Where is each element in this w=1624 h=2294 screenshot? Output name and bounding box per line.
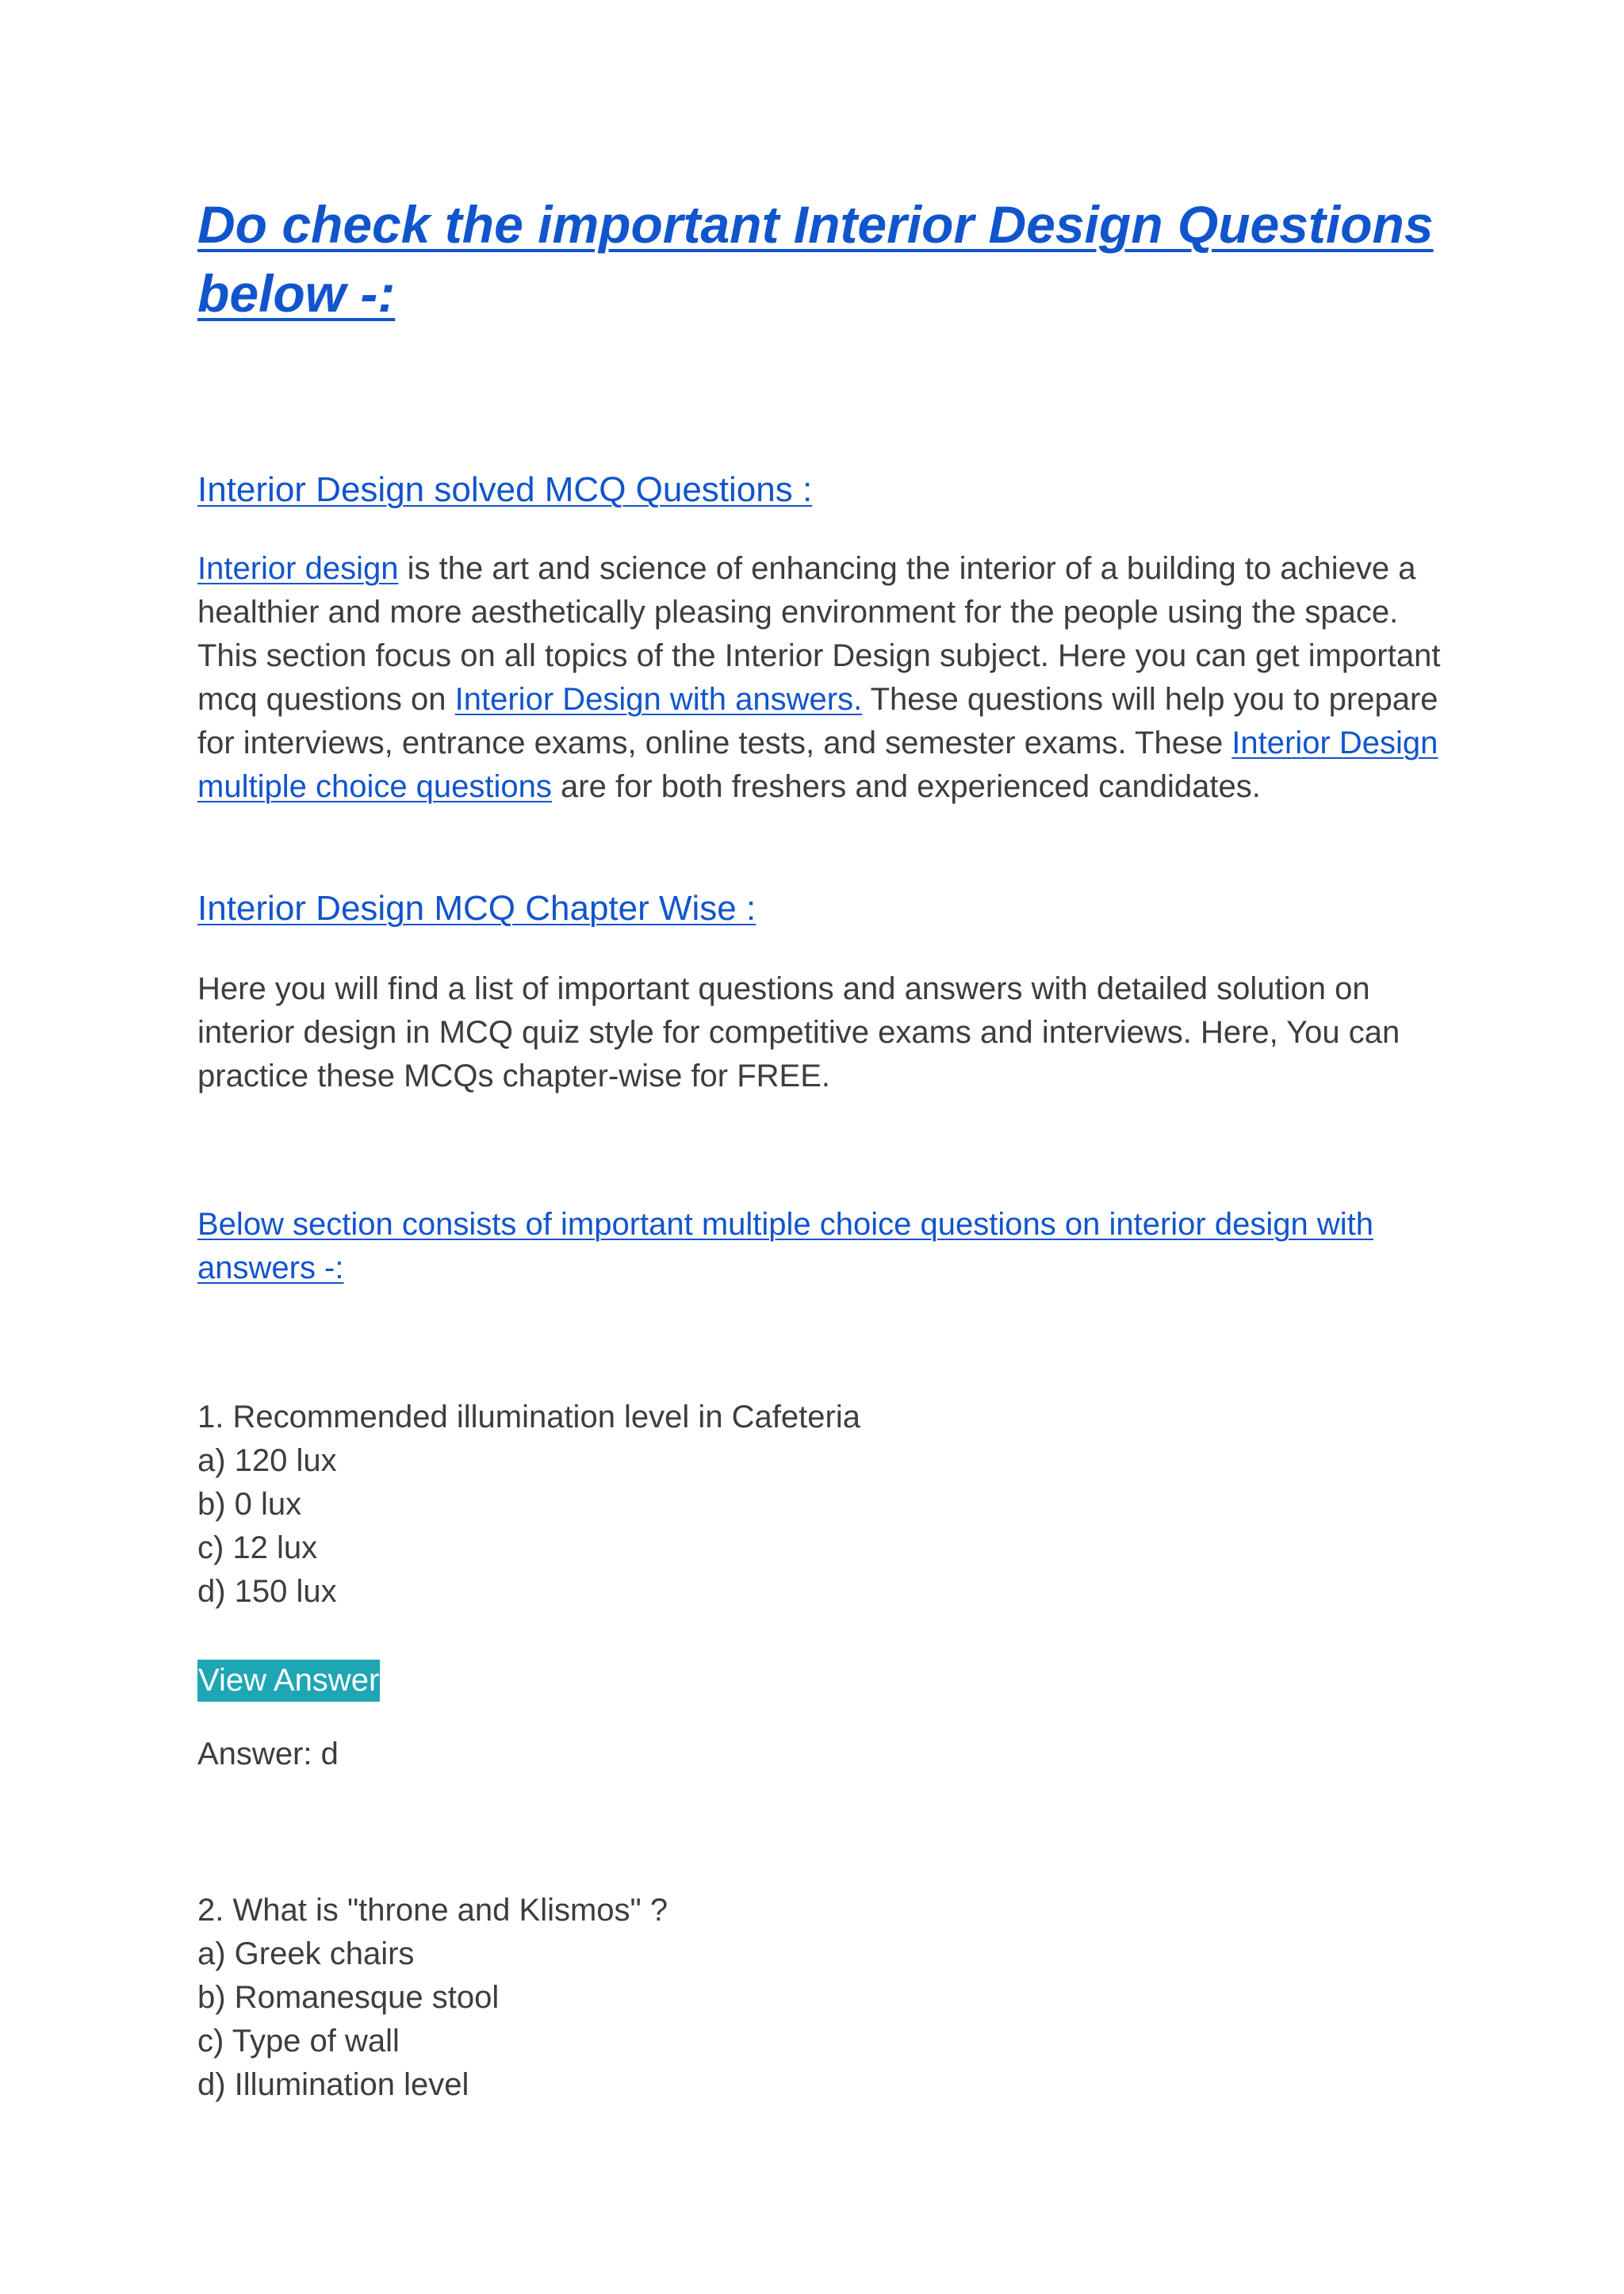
intro-text-3: are for both freshers and experienced candidates. (551, 769, 1261, 804)
intro-heading-link[interactable]: Interior Design solved MCQ Questions : (197, 470, 813, 509)
chapter-heading-link[interactable]: Interior Design MCQ Chapter Wise : (197, 889, 756, 928)
question-1-option-d: d) 150 lux (197, 1574, 337, 1609)
question-2-option-b: b) Romanesque stool (197, 1980, 500, 2015)
question-2-option-a: a) Greek chairs (197, 1936, 415, 1971)
interior-design-link[interactable]: Interior design (197, 551, 399, 586)
question-1 (197, 1396, 860, 1614)
question-2-option-d: d) Illumination level (197, 2067, 469, 2102)
question-1-option-c: c) 12 lux (197, 1530, 318, 1565)
question-1-option-a: a) 120 lux (197, 1443, 337, 1478)
intro-heading[interactable] (197, 468, 812, 512)
question-1-option-b: b) 0 lux (197, 1487, 302, 1522)
chapter-heading[interactable] (197, 887, 756, 931)
below-section-link[interactable]: Below section consists of important multiple choice questions on interior design with answers -: (197, 1207, 1373, 1285)
question-1-answer: Answer: d (197, 1737, 339, 1771)
question-2-option-c: c) Type of wall (197, 2024, 400, 2058)
question-1-text: 1. Recommended illumination level in Cafeteria (197, 1400, 860, 1434)
intro-text-2: These questions will help you to prepare for interviews, entrance exams, online tests, and semester exams. These (197, 682, 1438, 760)
page-title[interactable]: Do check the important Interior Design Questions below -: (197, 195, 1434, 323)
view-answer-button[interactable]: View Answer (197, 1660, 380, 1702)
below-section-paragraph (197, 1203, 1450, 1290)
question-2-text: 2. What is "throne and Klismos" ? (197, 1893, 668, 1928)
interior-design-mcq-link[interactable]: Interior Design multiple choice questions (197, 726, 1438, 804)
intro-text-1: is the art and science of enhancing the interior of a building to achieve a healthier and more aesthetically pleasing environment for the people using the space. This section focus on all topics of the Interior Design subject. Here you can get important mcq questions on (197, 551, 1441, 717)
interior-design-answers-link[interactable]: Interior Design with answers. (454, 682, 863, 717)
chapter-paragraph: Here you will find a list of important questions and answers with detailed solution on interior design in MCQ quiz style for competitive exams and interviews. Here, You can practice these MCQs chapter-wise for FREE. (197, 971, 1400, 1093)
intro-paragraph (197, 547, 1450, 809)
question-2 (197, 1889, 668, 2107)
